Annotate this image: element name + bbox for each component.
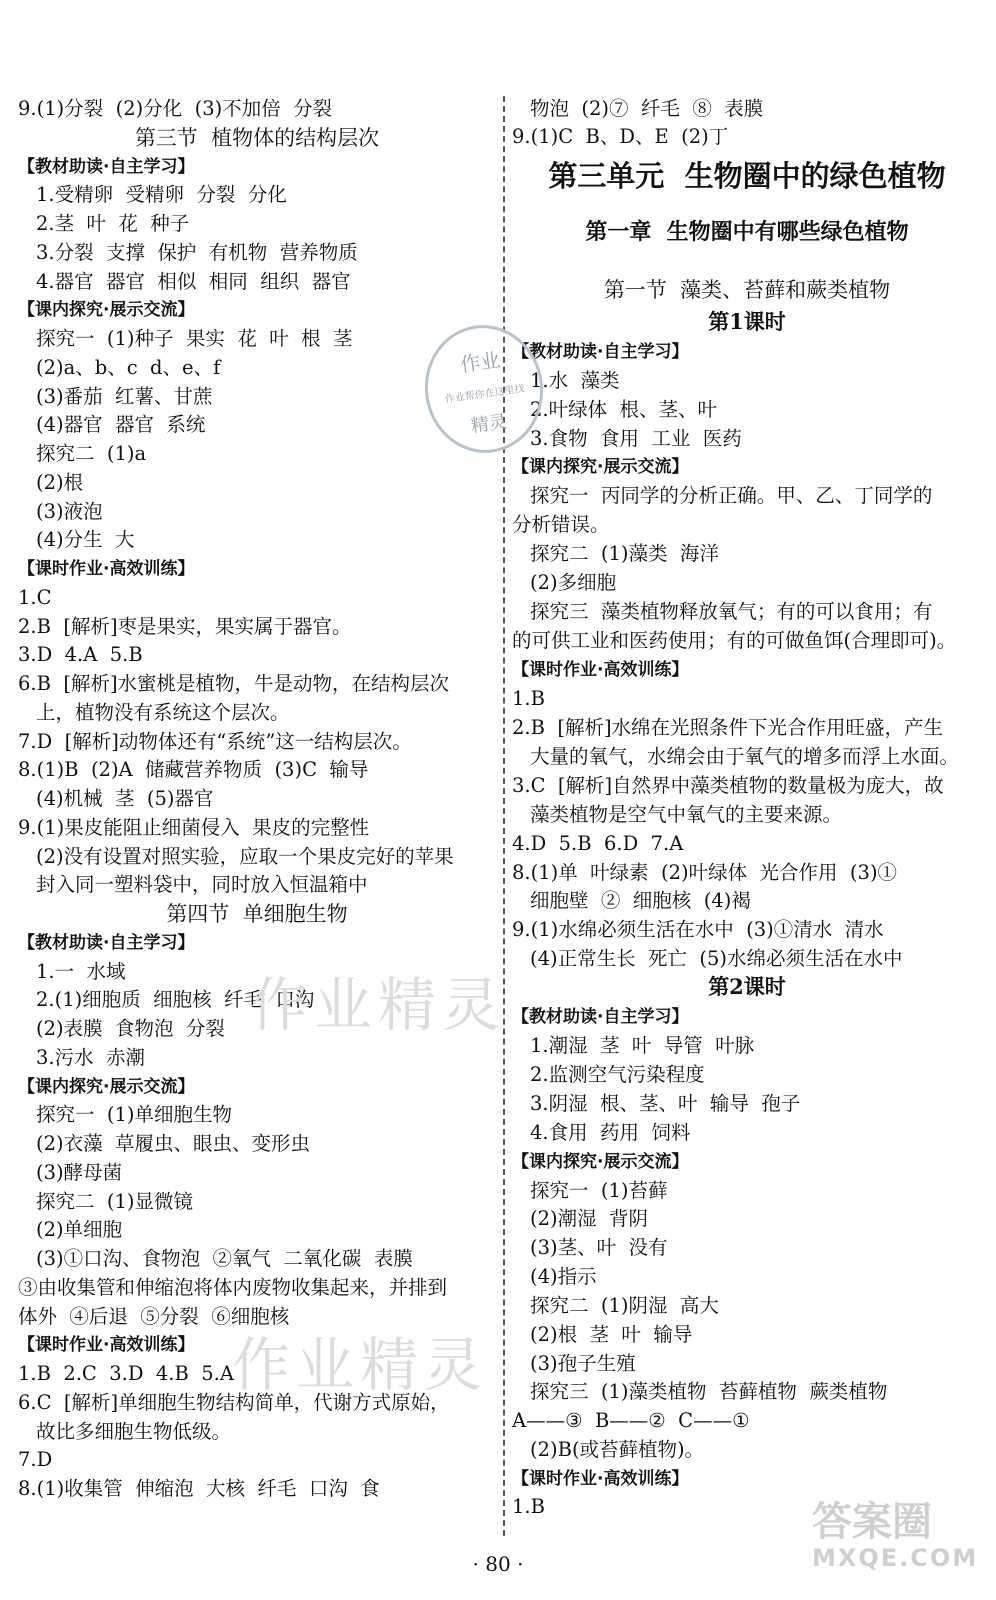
text-line: 细胞壁 ② 细胞核 (4)褐 xyxy=(530,889,751,912)
text-line: 【教材助读·自主学习】 xyxy=(18,157,195,177)
text-line: 探究三 (1)藻类植物 苔藓植物 蕨类植物 xyxy=(530,1380,888,1403)
text-line: 2.监测空气污染程度 xyxy=(530,1063,705,1086)
text-line: 体外 ④后退 ⑤分裂 ⑥细胞核 xyxy=(18,1305,290,1328)
text-line: 6.B [解析]水蜜桃是植物，牛是动物，在结构层次 xyxy=(18,672,450,695)
text-line: 3.阴湿 根、茎、叶 输导 孢子 xyxy=(530,1092,801,1115)
text-line: 【课内探究·展示交流】 xyxy=(18,300,195,320)
text-line: 9.(1)水绵必须生活在水中 (3)①清水 清水 xyxy=(512,918,884,941)
text-line: (4)正常生长 死亡 (5)水绵必须生活在水中 xyxy=(530,947,903,970)
text-line: 【课时作业·高效训练】 xyxy=(18,1335,195,1355)
text-line: 2.B [解析]水绵在光照条件下光合作用旺盛，产生 xyxy=(512,716,944,739)
text-line: 藻类植物是空气中氧气的主要来源。 xyxy=(530,803,843,826)
text-line: 8.(1)收集管 伸缩泡 大核 纤毛 口沟 食 xyxy=(18,1477,380,1500)
text-line: 【教材助读·自主学习】 xyxy=(512,1007,689,1027)
text-line: (2)a、b、c d、e、f xyxy=(36,356,221,379)
logo-en: MXQE.COM xyxy=(812,1544,979,1572)
text-line: 探究二 (1)显微镜 xyxy=(36,1190,194,1213)
text-line: (2)单细胞 xyxy=(36,1218,123,1241)
text-line: 第四节 单细胞生物 xyxy=(166,902,348,926)
column-divider xyxy=(503,96,505,1536)
text-line: 1.潮湿 茎 叶 导管 叶脉 xyxy=(530,1034,755,1057)
watermark-text-1: 作业精灵 xyxy=(250,971,507,1039)
text-line: 1.一 水域 xyxy=(36,960,126,983)
text-line: 的可供工业和医药使用；有的可做鱼饵(合理即可)。 xyxy=(512,629,957,652)
text-line: 1.水 藻类 xyxy=(530,369,620,392)
text-line: 7.D xyxy=(18,1448,53,1471)
text-line: 3.食物 食用 工业 医药 xyxy=(530,427,742,450)
text-line: 3.D 4.A 5.B xyxy=(18,643,143,666)
text-line: 3.分裂 支撑 保护 有机物 营养物质 xyxy=(36,241,358,264)
text-line: 【课时作业·高效训练】 xyxy=(18,559,195,579)
text-line: 探究二 (1)阴湿 高大 xyxy=(530,1294,719,1317)
text-line: 2.B [解析]枣是果实，果实属于器官。 xyxy=(18,615,352,638)
text-line: 探究二 (1)a xyxy=(36,442,147,465)
text-line: 第三节 植物体的结构层次 xyxy=(134,126,380,150)
text-line: 3.C [解析]自然界中藻类植物的数量极为庞大，故 xyxy=(512,774,944,797)
text-line: (3)茎、叶 没有 xyxy=(530,1236,668,1259)
text-line: 【课时作业·高效训练】 xyxy=(512,1469,689,1489)
text-line: 2.叶绿体 根、茎、叶 xyxy=(530,398,718,421)
text-line: 【课时作业·高效训练】 xyxy=(512,660,689,680)
text-line: (3)孢子生殖 xyxy=(530,1352,636,1375)
text-line: 7.D [解析]动物体还有“系统”这一结构层次。 xyxy=(18,730,412,753)
text-line: 9.(1)分裂 (2)分化 (3)不加倍 分裂 xyxy=(18,97,333,120)
text-line: 探究二 (1)藻类 海洋 xyxy=(530,542,719,565)
text-line: 1.C xyxy=(18,586,52,609)
text-line: (2)衣藻 草履虫、眼虫、变形虫 xyxy=(36,1132,311,1155)
stamp-bottom-text: 精灵 xyxy=(469,411,509,438)
text-line: ③由收集管和伸缩泡将体内废物收集起来，并排到 xyxy=(18,1276,448,1299)
text-line: 8.(1)单 叶绿素 (2)叶绿体 光合作用 (3)① xyxy=(512,861,898,884)
watermark-text-2: 作业精灵 xyxy=(232,1331,489,1399)
page-number: · 80 · xyxy=(472,1552,524,1576)
text-line: (4)指示 xyxy=(530,1265,597,1288)
text-line: 第1课时 xyxy=(708,309,786,334)
text-line: (4)器官 器官 系统 xyxy=(36,413,206,436)
text-line: 分析错误。 xyxy=(512,513,610,536)
text-line: (2)潮湿 背阴 xyxy=(530,1207,649,1230)
stamp-mid-text: 作业帮你在这里找 xyxy=(444,383,526,406)
text-line: 1.B xyxy=(512,1495,545,1518)
text-line: 探究一 (1)单细胞生物 xyxy=(36,1103,233,1126)
text-line: 第一章 生物圈中有哪些绿色植物 xyxy=(585,220,909,245)
text-line: 【课内探究·展示交流】 xyxy=(18,1077,195,1097)
text-line: 第2课时 xyxy=(708,974,786,999)
text-line: 【教材助读·自主学习】 xyxy=(512,342,689,362)
text-line: 探究三 藻类植物释放氧气；有的可以食用；有 xyxy=(530,600,933,623)
text-line: 故比多细胞生物低级。 xyxy=(36,1420,232,1443)
text-line: (2)表膜 食物泡 分裂 xyxy=(36,1017,225,1040)
text-line: 9.(1)C B、D、E (2)丁 xyxy=(512,125,729,148)
text-line: (3)酵母菌 xyxy=(36,1161,123,1184)
text-line: (2)没有设置对照实验，应取一个果皮完好的苹果 xyxy=(36,845,454,868)
stamp-top-text: 作业 xyxy=(458,347,502,377)
text-line: 【教材助读·自主学习】 xyxy=(18,933,195,953)
text-line: (2)根 茎 叶 输导 xyxy=(530,1323,693,1346)
text-line: 探究一 (1)苔藓 xyxy=(530,1179,668,1202)
text-line: 【课内探究·展示交流】 xyxy=(512,1152,689,1172)
text-line: 2.(1)细胞质 细胞核 纤毛 口沟 xyxy=(36,988,315,1011)
text-line: 1.B 2.C 3.D 4.B 5.A xyxy=(18,1362,234,1385)
text-line: 第一节 藻类、苔藓和蕨类植物 xyxy=(603,278,891,302)
text-line: (3)番茄 红薯、甘蔗 xyxy=(36,385,213,408)
text-line: 4.食用 药用 饲料 xyxy=(530,1121,691,1144)
text-line: 1.B xyxy=(512,687,545,710)
text-line: A——③ B——② C——① xyxy=(512,1409,750,1432)
text-line: (2)根 xyxy=(36,471,84,494)
text-line: (2)B(或苔藓植物)。 xyxy=(530,1438,705,1461)
text-line: 【课内探究·展示交流】 xyxy=(512,457,689,477)
text-line: 探究一 (1)种子 果实 花 叶 根 茎 xyxy=(36,327,353,350)
text-line: 4.D 5.B 6.D 7.A xyxy=(512,832,684,855)
text-line: 大量的氧气，水绵会由于氧气的增多而浮上水面。 xyxy=(530,745,960,768)
text-line: 8.(1)B (2)A 储藏营养物质 (3)C 输导 xyxy=(18,758,369,781)
text-line: 9.(1)果皮能阻止细菌侵入 果皮的完整性 xyxy=(18,816,370,839)
text-line: 探究一 丙同学的分析正确。甲、乙、丁同学的 xyxy=(530,484,933,507)
logo-cn: 答案圈 xyxy=(812,1499,932,1545)
text-line: 上，植物没有系统这个层次。 xyxy=(36,701,290,724)
text-line: 封入同一塑料袋中，同时放入恒温箱中 xyxy=(36,873,368,896)
text-line: 3.污水 赤潮 xyxy=(36,1046,146,1069)
text-line: 6.C [解析]单细胞生物结构简单，代谢方式原始， xyxy=(18,1391,450,1414)
text-line: (4)分生 大 xyxy=(36,528,135,551)
text-line: (4)机械 茎 (5)器官 xyxy=(36,787,214,810)
text-line: 2.茎 叶 花 种子 xyxy=(36,212,190,235)
text-line: (3)液泡 xyxy=(36,500,103,523)
text-line: 1.受精卵 受精卵 分裂 分化 xyxy=(36,183,287,206)
text-line: 物泡 (2)⑦ 纤毛 ⑧ 表膜 xyxy=(530,97,764,120)
text-line: 4.器官 器官 相似 相同 组织 器官 xyxy=(36,270,351,293)
text-line: (2)多细胞 xyxy=(530,571,617,594)
text-line: (3)①口沟、食物泡 ②氧气 二氧化碳 表膜 xyxy=(36,1247,413,1270)
text-line: 第三单元 生物圈中的绿色植物 xyxy=(548,159,946,193)
